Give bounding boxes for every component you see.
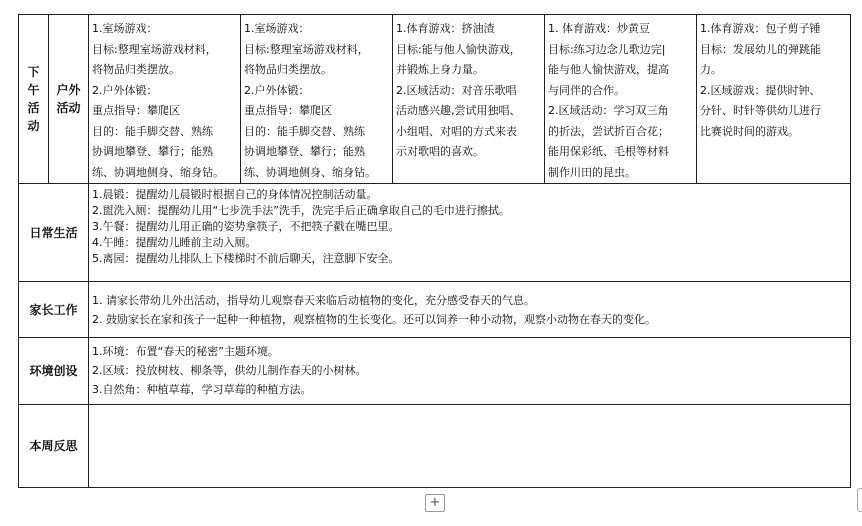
scroll-edge-handle[interactable] <box>857 488 862 512</box>
parent-work-content[interactable]: 1. 请家长带幼儿外出活动，指导幼儿观察春天来临后动植物的变化，充分感受春天的气息。 2. 鼓励家长在家和孩子一起种一种植物，观察植物的生长变化。还可以饲养一种小动物，观察小动物在春天的变化。 <box>89 282 851 338</box>
reflection-content[interactable] <box>89 405 851 488</box>
environment-row <box>19 338 851 405</box>
afternoon-activities-row <box>19 15 851 184</box>
reflection-row <box>19 405 851 488</box>
day-cell-friday[interactable]: 1.体育游戏：包子剪子锤 目标：发展幼儿的弹跳能 力。 2.区域游戏：提供时钟、 分针、时针等供幼儿进行 比赛说时间的游戏。 <box>697 15 851 184</box>
weekly-plan-table <box>18 14 851 488</box>
day-cell-wednesday[interactable]: 1.体育游戏：挤油渣 目标:能与他人愉快游戏， 并锻炼上身力量。 2.区域活动：对音乐歌唱 活动感兴趣,尝试用独唱、 小组唱、对唱的方式来表 示对歌唱的喜欢。 <box>393 15 545 184</box>
daily-life-row <box>19 184 851 282</box>
parent-work-label[interactable]: 家长工作 <box>19 282 89 338</box>
parent-work-row <box>19 282 851 338</box>
environment-label[interactable]: 环境创设 <box>19 338 89 405</box>
day-cell-monday[interactable]: 1.室场游戏： 目标:整理室场游戏材料， 将物品归类摆放。 2.户外体锻： 重点指导：攀爬区 目的：能手脚交替、熟练 协调地攀登、攀行；能熟 练、协调地侧身、缩身钻。 <box>89 15 241 184</box>
outdoor-activity-label[interactable]: 户外 活动 <box>49 15 89 184</box>
add-row-button[interactable]: + <box>425 494 445 512</box>
afternoon-section-label[interactable]: 下 午 活 动 <box>19 15 49 184</box>
environment-content[interactable]: 1.环境：布置“春天的秘密”主题环境。 2.区域：投放树枝、柳条等，供幼儿制作春天的小树林。 3.自然角：种植草莓，学习草莓的种植方法。 <box>89 338 851 405</box>
lesson-plan-document <box>18 14 850 488</box>
day-cell-thursday[interactable]: 1. 体育游戏：炒黄豆 目标:练习边念儿歌边完| 能与他人愉快游戏，提高 与同伴的合作。 2.区域活动：学习双三角 的折法，尝试折百合花； 能用保彩纸、毛根等材料 制作川田的昆虫。 <box>545 15 697 184</box>
day-cell-tuesday[interactable]: 1.室场游戏： 目标:整理室场游戏材料， 将物品归类摆放。 2.户外体锻： 重点指导：攀爬区 目的：能手脚交替、熟练 协调地攀登、攀行；能熟 练、协调地侧身、缩身钻。 <box>241 15 393 184</box>
daily-life-content[interactable]: 1.晨锻：提醒幼儿晨锻时根据自己的身体情况控制活动量。 2.盥洗入厕：提醒幼儿用“七步洗手法”洗手，洗完手后正确拿取自己的毛巾进行擦拭。 3.午餐：提醒幼儿用正确的姿势拿筷子，不把筷子戳在嘴巴里。 4.午睡：提醒幼儿睡前主动入厕。 5.离园：提醒幼儿排队上下楼梯时不前后聊天，注意脚下安全。 <box>89 184 851 282</box>
daily-life-label[interactable]: 日常生活 <box>19 184 89 282</box>
reflection-label[interactable]: 本周反思 <box>19 405 89 488</box>
